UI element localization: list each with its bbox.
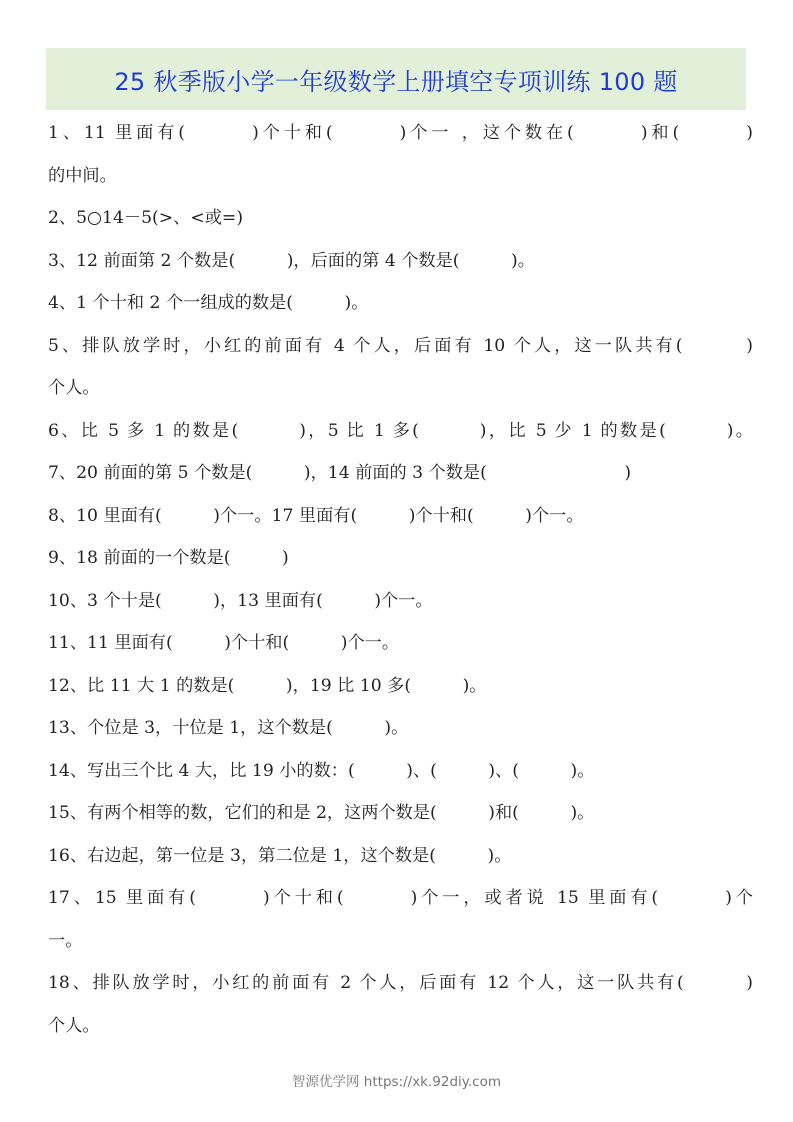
question-5-line-1: 5、排队放学时，小红的前面有 4 个人，后面有 10 个人，这一队共有( )	[48, 335, 753, 356]
question-1-line-2: 的中间。	[48, 165, 117, 186]
question-16: 16、右边起，第一位是 3，第二位是 1，这个数是( )。	[48, 845, 512, 866]
question-18-line-1: 18、排队放学时，小红的前面有 2 个人，后面有 12 个人，这一队共有( )	[48, 973, 753, 993]
question-11: 11、11 里面有( )个十和( )个一。	[48, 633, 400, 653]
question-10: 10、3 个十是( )，13 里面有( )个一。	[48, 590, 433, 611]
question-1-line-1: 1、11 里面有( )个十和( )个一 ，这个数在( )和( )	[48, 123, 753, 143]
document-title: 25 秋季版小学一年级数学上册填空专项训练 100 题	[114, 67, 678, 96]
footer-watermark: 智源优学网 https://xk.92diy.com	[292, 1074, 501, 1090]
question-3: 3、12 前面第 2 个数是( )，后面的第 4 个数是( )。	[48, 250, 535, 271]
question-12: 12、比 11 大 1 的数是( )，19 比 10 多( )。	[48, 675, 487, 696]
question-8: 8、10 里面有( )个一。17 里面有( )个十和( )个一。	[48, 505, 584, 526]
question-17-line-2: 一。	[48, 930, 83, 951]
question-list	[48, 112, 753, 1047]
question-4: 4、1 个十和 2 个一组成的数是( )。	[48, 293, 369, 313]
title-band	[46, 48, 746, 110]
question-9: 9、18 前面的一个数是( )	[48, 548, 289, 568]
question-13: 13、个位是 3，十位是 1，这个数是( )。	[48, 718, 409, 738]
question-5-line-2: 个人。	[48, 378, 100, 398]
question-7: 7、20 前面的第 5 个数是( )，14 前面的 3 个数是( )	[48, 463, 632, 483]
question-6: 6、比 5 多 1 的数是( )，5 比 1 多( )，比 5 少 1 的数是( )。	[48, 420, 753, 441]
question-15: 15、有两个相等的数，它们的和是 2，这两个数是( )和( )。	[48, 803, 595, 823]
question-18-line-2: 个人。	[48, 1015, 100, 1036]
question-17-line-1: 17、15 里面有( )个十和( )个一，或者说 15 里面有( )个	[48, 888, 753, 908]
question-2: 2、5○14－5(>、<或=)	[48, 208, 244, 228]
question-14: 14、写出三个比 4 大，比 19 小的数：( )、( )、( )。	[48, 760, 595, 781]
